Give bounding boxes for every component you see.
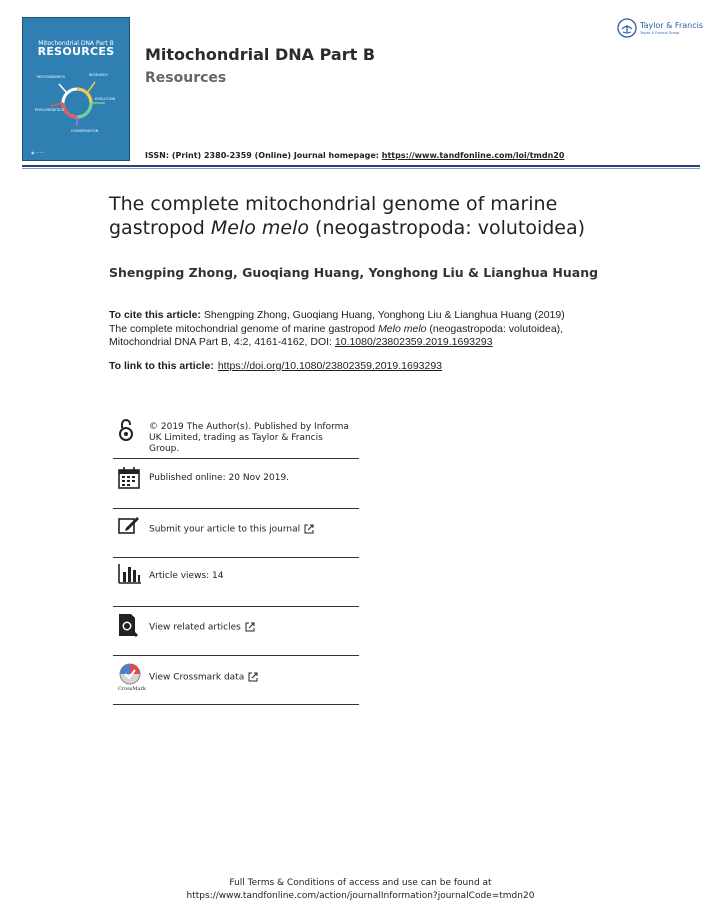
article-doi-url[interactable]: https://doi.org/10.1080/23802359.2019.1693293 bbox=[217, 360, 443, 372]
article-authors: Shengping Zhong, Guoqiang Huang, Yonghong Liu & Lianghua Huang bbox=[109, 265, 599, 280]
info-divider bbox=[113, 704, 359, 705]
journal-cover-image bbox=[22, 17, 130, 161]
crossmark-label[interactable]: View Crossmark data bbox=[149, 672, 245, 683]
related-label[interactable]: View related articles bbox=[149, 622, 241, 633]
crossmark-link[interactable] bbox=[149, 672, 258, 684]
cover-label: MITOGENOMICS bbox=[37, 75, 65, 79]
cover-publisher-mark: ◉ ······· bbox=[31, 150, 45, 155]
crossmark-logo-text: CrossMark bbox=[118, 686, 146, 692]
article-views: Article views: 14 bbox=[149, 571, 224, 581]
publisher-name: Taylor & Francis bbox=[640, 21, 703, 30]
citation-label: To cite this article: bbox=[109, 309, 201, 321]
published-date: Published online: 20 Nov 2019. bbox=[149, 473, 290, 483]
license-text bbox=[149, 422, 349, 455]
submit-link[interactable] bbox=[149, 524, 314, 536]
license-line: © 2019 The Author(s). Published by Informa bbox=[149, 422, 349, 432]
header-rule-thin bbox=[22, 168, 700, 169]
cover-label: RESEARCH bbox=[89, 73, 108, 77]
external-link-icon bbox=[245, 622, 255, 632]
cover-label: PHYLOGENETICS bbox=[35, 108, 65, 112]
article-title-species: Melo melo bbox=[210, 217, 309, 239]
open-access-icon bbox=[118, 418, 134, 442]
issn-text: ISSN: (Print) 2380-2359 (Online) Journal homepage: bbox=[145, 151, 382, 160]
issn-line bbox=[145, 151, 564, 160]
calendar-icon bbox=[118, 467, 140, 489]
publisher-logo-icon bbox=[617, 18, 637, 38]
header-rule bbox=[22, 165, 700, 167]
related-link[interactable] bbox=[149, 622, 255, 634]
license-line: UK Limited, trading as Taylor & Francis bbox=[149, 433, 323, 443]
footer bbox=[0, 877, 721, 903]
journal-homepage-link[interactable]: https://www.tandfonline.com/loi/tmdn20 bbox=[381, 151, 565, 160]
doi-link[interactable]: 10.1080/23802359.2019.1693293 bbox=[334, 336, 493, 348]
article-link-line bbox=[109, 360, 442, 372]
bar-chart-icon bbox=[118, 564, 142, 584]
footer-terms: Full Terms & Conditions of access and use can be found at bbox=[229, 878, 492, 888]
footer-terms-url[interactable]: https://www.tandfonline.com/action/journalInformation?journalCode=tmdn20 bbox=[186, 891, 535, 901]
citation-species: Melo melo bbox=[378, 322, 427, 335]
article-title-pre: gastropod bbox=[109, 217, 211, 239]
edit-icon bbox=[118, 515, 140, 535]
cover-label: EVOLUTION bbox=[95, 97, 116, 101]
citation-line3: Mitochondrial DNA Part B, 4:2, 4161-4162, DOI: bbox=[109, 336, 335, 348]
publisher-tagline: Taylor & Francis Group bbox=[640, 31, 680, 35]
article-title-line1: The complete mitochondrial genome of marine bbox=[109, 193, 558, 215]
article-title bbox=[109, 192, 669, 240]
citation-line2-pre: The complete mitochondrial genome of marine gastropod bbox=[109, 322, 379, 335]
citation-block bbox=[109, 309, 629, 350]
journal-title[interactable]: Mitochondrial DNA Part B bbox=[145, 45, 376, 64]
submit-label[interactable]: Submit your article to this journal bbox=[149, 524, 301, 535]
info-divider bbox=[113, 458, 359, 459]
info-divider bbox=[113, 508, 359, 509]
article-title-post: (neogastropoda: volutoidea) bbox=[309, 217, 586, 239]
info-divider bbox=[113, 606, 359, 607]
article-link-label: To link to this article: bbox=[109, 360, 214, 372]
info-divider bbox=[113, 557, 359, 558]
cover-label: CONSERVATION bbox=[71, 129, 99, 133]
info-divider bbox=[113, 655, 359, 656]
external-link-icon bbox=[248, 672, 258, 682]
external-link-icon bbox=[304, 524, 314, 534]
journal-subtitle: Resources bbox=[145, 70, 227, 86]
cover-series: Mitochondrial DNA Part B bbox=[38, 40, 114, 47]
citation-line1: Shengping Zhong, Guoqiang Huang, Yonghong Liu & Lianghua Huang (2019) bbox=[201, 309, 565, 321]
document-search-icon bbox=[118, 613, 140, 637]
crossmark-icon bbox=[118, 663, 146, 692]
cover-diagram bbox=[35, 66, 119, 140]
cover-title: RESOURCES bbox=[37, 45, 115, 58]
citation-line2-post: (neogastropoda: volutoidea), bbox=[426, 322, 564, 335]
publisher-logo bbox=[617, 18, 707, 40]
license-line: Group. bbox=[149, 444, 180, 454]
